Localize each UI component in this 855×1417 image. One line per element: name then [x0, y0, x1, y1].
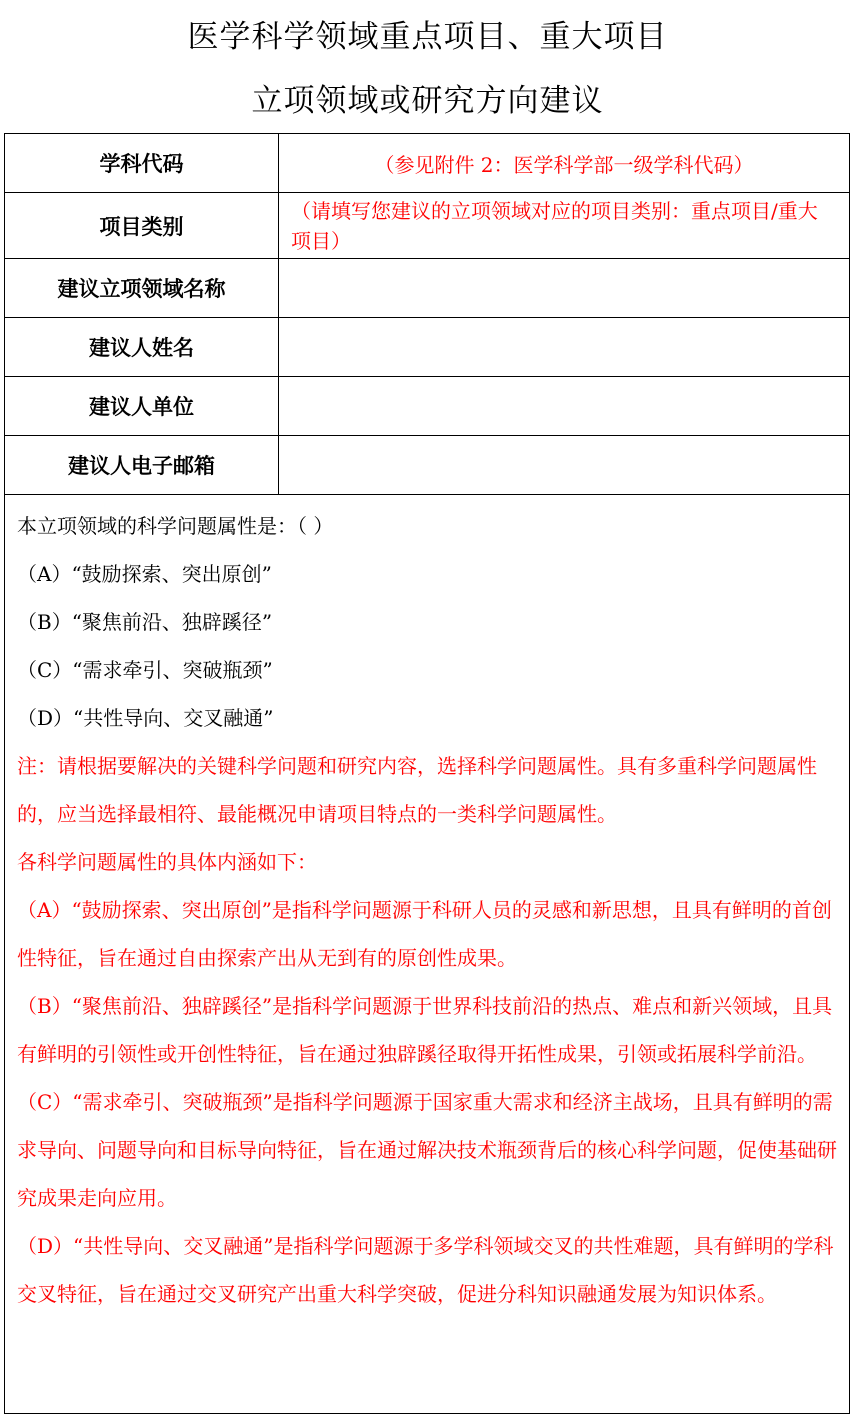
page-title-line-1: 医学科学领域重点项目、重大项目	[187, 19, 668, 55]
attribute-note: 注：请根据要解决的关键科学问题和研究内容，选择科学问题属性。具有多重科学问题属性的，应当选择最相符、最能概况申请项目特点的一类科学问题属性。	[17, 754, 817, 826]
row-proposer-name	[5, 318, 849, 377]
project-category-label: 项目类别	[5, 193, 279, 258]
row-proposer-affiliation	[5, 377, 849, 436]
attribute-option-a: （A）“鼓励探索、突出原创”	[17, 562, 272, 586]
row-discipline-code	[5, 134, 849, 193]
project-category-field[interactable]: （请填写您建议的立项领域对应的项目类别：重点项目/重大项目）	[291, 198, 818, 253]
proposal-form-table	[4, 133, 850, 1414]
field-name-label: 建议立项领域名称	[5, 259, 279, 317]
attribute-option-d: （D）“共性导向、交叉融通”	[17, 706, 274, 730]
discipline-code-label: 学科代码	[5, 134, 279, 192]
scientific-attribute-section	[17, 502, 839, 1318]
proposer-email-label: 建议人电子邮箱	[5, 436, 279, 494]
attribute-intro: 各科学问题属性的具体内涵如下：	[17, 850, 317, 874]
proposer-affiliation-field[interactable]	[279, 377, 849, 435]
definition-c: （C）“需求牵引、突破瓶颈”是指科学问题源于国家重大需求和经济主战场，且具有鲜明的需求导向、问题导向和目标导向特征，旨在通过解决技术瓶颈背后的核心科学问题，促使基础研究成果走向应用。	[17, 1090, 837, 1210]
definition-b: （B）“聚焦前沿、独辟蹊径”是指科学问题源于世界科技前沿的热点、难点和新兴领域，且具有鲜明的引领性或开创性特征，旨在通过独辟蹊径取得开拓性成果，引领或拓展科学前沿。	[17, 994, 833, 1066]
proposer-email-field[interactable]	[279, 436, 849, 494]
attribute-question[interactable]: 本立项领域的科学问题属性是：（ ）	[17, 514, 334, 538]
definition-a: （A）“鼓励探索、突出原创”是指科学问题源于科研人员的灵感和新思想，且具有鲜明的首创性特征，旨在通过自由探索产出从无到有的原创性成果。	[17, 898, 832, 970]
proposer-name-label: 建议人姓名	[5, 318, 279, 376]
row-field-name	[5, 259, 849, 318]
row-project-category	[5, 193, 849, 259]
proposer-name-field[interactable]	[279, 318, 849, 376]
discipline-code-field[interactable]: （参见附件 2：医学科学部一级学科代码）	[374, 152, 754, 177]
proposer-affiliation-label: 建议人单位	[5, 377, 279, 435]
page-title-line-2: 立项领域或研究方向建议	[251, 83, 604, 119]
field-name-field[interactable]	[279, 259, 849, 317]
attribute-option-b: （B）“聚焦前沿、独辟蹊径”	[17, 610, 273, 634]
attribute-option-c: （C）“需求牵引、突破瓶颈”	[17, 658, 273, 682]
row-proposer-email	[5, 436, 849, 495]
definition-d: （D）“共性导向、交叉融通”是指科学问题源于多学科领域交叉的共性难题，具有鲜明的学科交叉特征，旨在通过交叉研究产出重大科学突破，促进分科知识融通发展为知识体系。	[17, 1234, 834, 1306]
